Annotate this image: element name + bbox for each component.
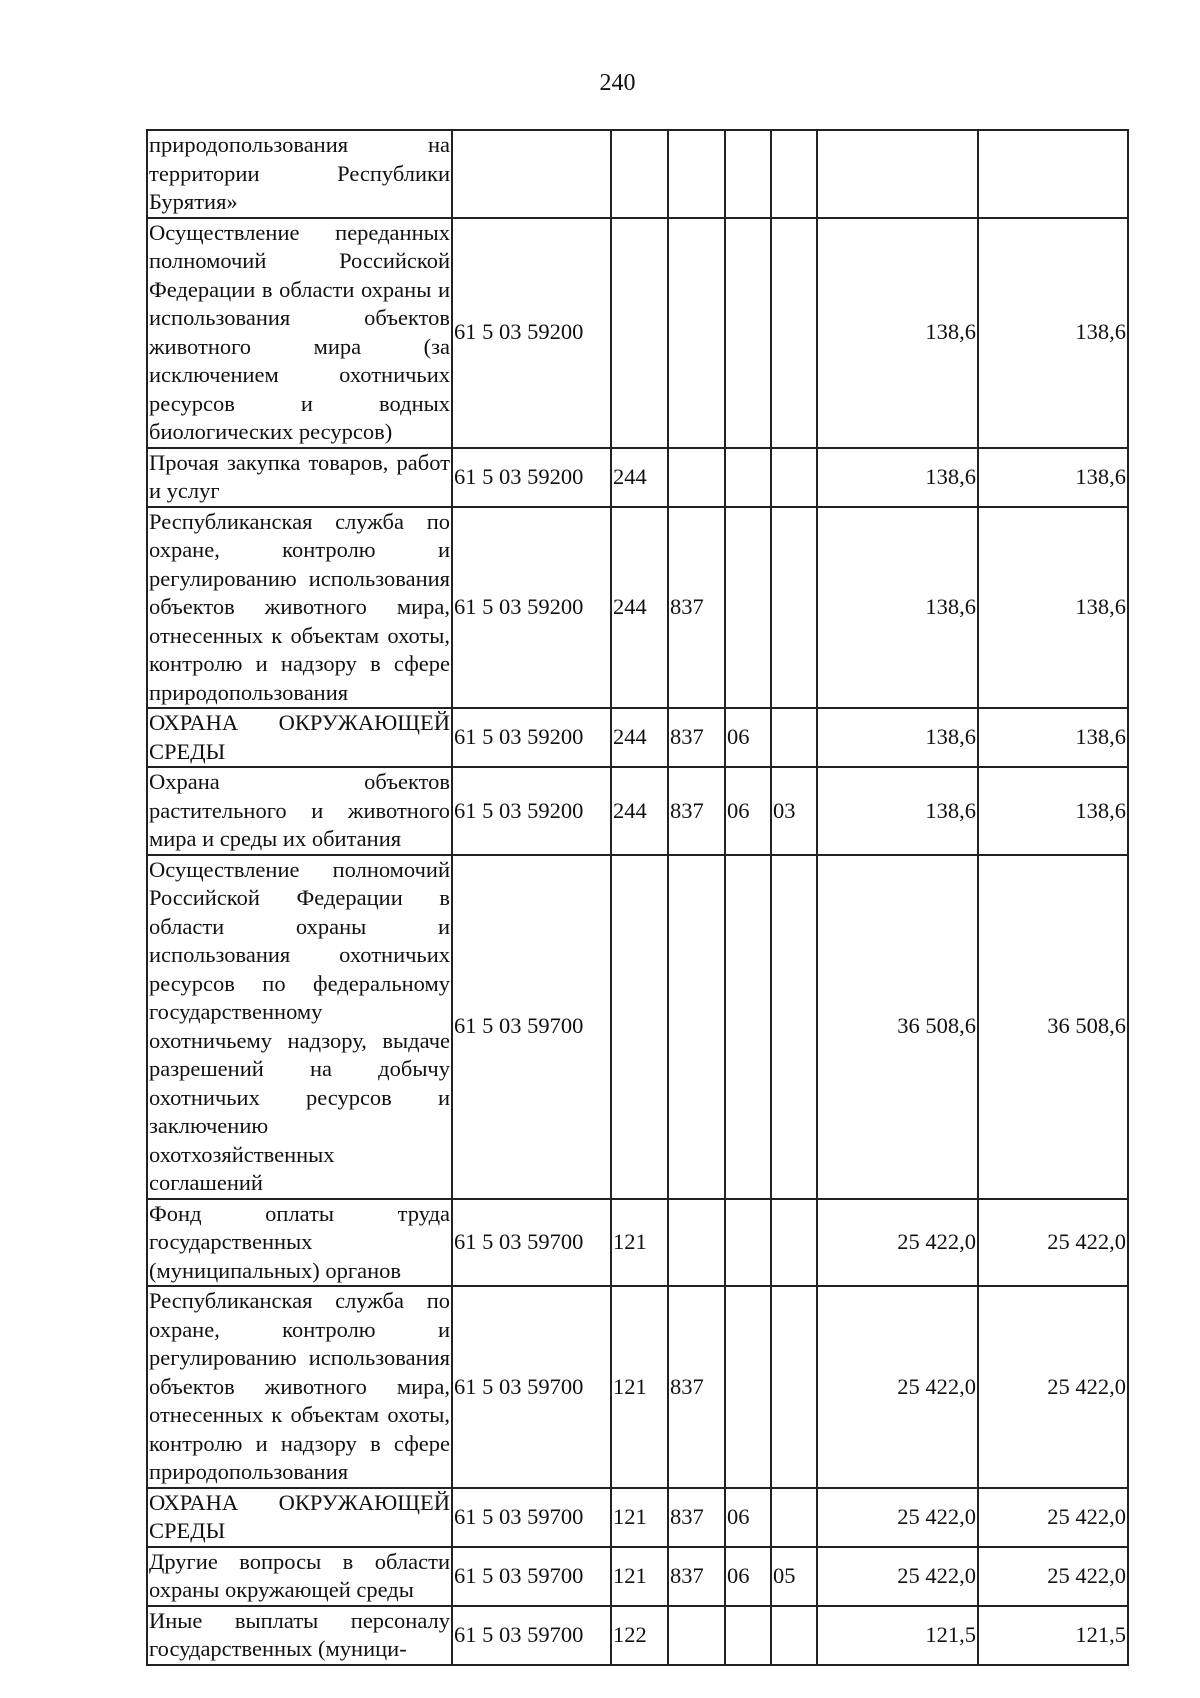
row-code: 61 5 03 59700 — [452, 1199, 611, 1287]
row-grbs: 837 — [668, 1286, 725, 1488]
row-pr — [771, 218, 817, 448]
row-name: Прочая закупка товаров, работ и услуг — [147, 448, 452, 507]
row-vr: 244 — [611, 507, 668, 709]
row-name: Осуществление переданных полномочий Российской Федерации в области охраны и использования объектов животного мира (за исключением охотничьих ресурсов и водных биологических ресурсов) — [147, 218, 452, 448]
row-sum-1: 138,6 — [817, 708, 978, 767]
row-sum-1: 36 508,6 — [817, 855, 978, 1199]
row-vr: 121 — [611, 1488, 668, 1547]
row-grbs: 837 — [668, 1547, 725, 1606]
row-sum-1: 138,6 — [817, 448, 978, 507]
row-name: Республиканская служба по охране, контролю и регулированию использования объектов животного мира, отнесенных к объектам охоты, контролю и надзору в сфере природопользования — [147, 507, 452, 709]
row-pr — [771, 855, 817, 1199]
row-name: ОХРАНА ОКРУЖАЮЩЕЙ СРЕДЫ — [147, 708, 452, 767]
row-name: Фонд оплаты труда государственных (муниципальных) органов — [147, 1199, 452, 1287]
row-rz — [725, 1199, 771, 1287]
row-vr — [611, 855, 668, 1199]
row-grbs: 837 — [668, 507, 725, 709]
row-sum-1: 25 422,0 — [817, 1286, 978, 1488]
row-grbs — [668, 448, 725, 507]
table-row — [147, 1606, 1128, 1665]
row-code: 61 5 03 59700 — [452, 1488, 611, 1547]
row-sum-1: 25 422,0 — [817, 1488, 978, 1547]
row-name: Охрана объектов растительного и животного мира и среды их обитания — [147, 767, 452, 855]
table-row — [147, 855, 1128, 1199]
row-rz — [725, 507, 771, 709]
row-rz — [725, 130, 771, 218]
row-name: природопользования на территории Республики Бурятия» — [147, 130, 452, 218]
row-rz — [725, 1606, 771, 1665]
row-code: 61 5 03 59200 — [452, 708, 611, 767]
row-vr: 121 — [611, 1199, 668, 1287]
row-vr: 244 — [611, 767, 668, 855]
table-row — [147, 708, 1128, 767]
row-sum-2: 121,5 — [978, 1606, 1128, 1665]
row-pr — [771, 507, 817, 709]
row-vr: 122 — [611, 1606, 668, 1665]
row-sum-2: 138,6 — [978, 448, 1128, 507]
row-sum-1: 121,5 — [817, 1606, 978, 1665]
row-name: Республиканская служба по охране, контролю и регулированию использования объектов животного мира, отнесенных к объектам охоты, контролю и надзору в сфере природопользования — [147, 1286, 452, 1488]
row-sum-2: 138,6 — [978, 507, 1128, 709]
row-rz — [725, 1286, 771, 1488]
row-sum-1: 138,6 — [817, 218, 978, 448]
row-code: 61 5 03 59200 — [452, 218, 611, 448]
page-number: 240 — [599, 70, 636, 96]
row-grbs — [668, 130, 725, 218]
row-vr: 244 — [611, 448, 668, 507]
row-rz — [725, 448, 771, 507]
row-name: Другие вопросы в области охраны окружающей среды — [147, 1547, 452, 1606]
row-pr — [771, 1199, 817, 1287]
row-grbs: 837 — [668, 1488, 725, 1547]
row-pr — [771, 708, 817, 767]
row-sum-2: 25 422,0 — [978, 1199, 1128, 1287]
row-rz — [725, 218, 771, 448]
table-row — [147, 1199, 1128, 1287]
table-row — [147, 507, 1128, 709]
row-pr — [771, 1606, 817, 1665]
row-grbs: 837 — [668, 767, 725, 855]
row-vr: 244 — [611, 708, 668, 767]
row-code — [452, 130, 611, 218]
row-vr — [611, 130, 668, 218]
row-pr: 03 — [771, 767, 817, 855]
row-code: 61 5 03 59700 — [452, 1606, 611, 1665]
row-rz: 06 — [725, 767, 771, 855]
row-rz: 06 — [725, 1488, 771, 1547]
row-pr — [771, 130, 817, 218]
row-pr — [771, 1488, 817, 1547]
row-vr — [611, 218, 668, 448]
row-code: 61 5 03 59200 — [452, 448, 611, 507]
row-sum-2: 25 422,0 — [978, 1547, 1128, 1606]
row-pr — [771, 1286, 817, 1488]
table-row — [147, 448, 1128, 507]
row-rz: 06 — [725, 708, 771, 767]
row-code: 61 5 03 59200 — [452, 507, 611, 709]
row-sum-2: 25 422,0 — [978, 1286, 1128, 1488]
row-grbs: 837 — [668, 708, 725, 767]
table-row — [147, 1488, 1128, 1547]
row-grbs — [668, 218, 725, 448]
row-code: 61 5 03 59700 — [452, 855, 611, 1199]
row-sum-1: 138,6 — [817, 507, 978, 709]
row-code: 61 5 03 59200 — [452, 767, 611, 855]
row-code: 61 5 03 59700 — [452, 1286, 611, 1488]
table-row — [147, 1547, 1128, 1606]
row-rz: 06 — [725, 1547, 771, 1606]
row-sum-1: 25 422,0 — [817, 1199, 978, 1287]
row-rz — [725, 855, 771, 1199]
row-pr — [771, 448, 817, 507]
row-name: Иные выплаты персоналу государственных (муници- — [147, 1606, 452, 1665]
row-sum-1: 138,6 — [817, 767, 978, 855]
row-name: Осуществление полномочий Российской Федерации в области охраны и использования охотничьих ресурсов по федеральному государственному охотничьему надзору, выдаче разрешений на добычу охотничьих ресурсов и заключению охотхозяйственных соглашений — [147, 855, 452, 1199]
row-vr: 121 — [611, 1286, 668, 1488]
row-sum-2 — [978, 130, 1128, 218]
row-sum-2: 36 508,6 — [978, 855, 1128, 1199]
row-grbs — [668, 1199, 725, 1287]
row-pr: 05 — [771, 1547, 817, 1606]
row-name: ОХРАНА ОКРУЖАЮЩЕЙ СРЕДЫ — [147, 1488, 452, 1547]
row-sum-1 — [817, 130, 978, 218]
row-sum-2: 138,6 — [978, 218, 1128, 448]
row-vr: 121 — [611, 1547, 668, 1606]
row-grbs — [668, 1606, 725, 1665]
row-grbs — [668, 855, 725, 1199]
table-row — [147, 767, 1128, 855]
row-sum-2: 25 422,0 — [978, 1488, 1128, 1547]
row-sum-1: 25 422,0 — [817, 1547, 978, 1606]
table-row — [147, 1286, 1128, 1488]
row-sum-2: 138,6 — [978, 708, 1128, 767]
row-sum-2: 138,6 — [978, 767, 1128, 855]
table-row — [147, 218, 1128, 448]
table-row — [147, 130, 1128, 218]
budget-table — [146, 129, 1129, 1666]
row-code: 61 5 03 59700 — [452, 1547, 611, 1606]
